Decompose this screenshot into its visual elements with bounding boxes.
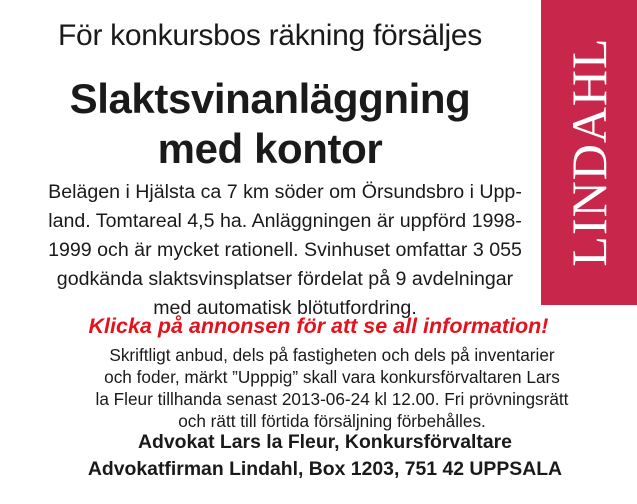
- more-info-link[interactable]: Klicka på annonsen för att se all information!: [88, 314, 549, 338]
- ad-description: [30, 178, 540, 323]
- ad-headline-line-2: med kontor: [157, 125, 383, 172]
- logo-text: LINDAHL: [561, 37, 617, 267]
- description-line: land. Tomtareal 4,5 ha. Anläggningen är uppförd 1998-: [48, 210, 522, 232]
- ad-terms: [52, 344, 612, 432]
- ad-subhead: För konkursbos räkning försäljes: [58, 19, 482, 52]
- description-line: godkända slaktsvinsplatser fördelat på 9 avdelningar: [56, 268, 514, 290]
- description-line: Belägen i Hjälsta ca 7 km söder om Örsundsbro i Upp-: [48, 181, 522, 203]
- terms-line: och foder, märkt ”Upppig” skall vara konkursförvaltaren Lars: [104, 367, 560, 387]
- description-line: 1999 och är mycket rationell. Svinhuset omfattar 3 055: [48, 239, 522, 261]
- contact-name: Advokat Lars la Fleur, Konkursförvaltare: [138, 431, 512, 453]
- terms-line: Skriftligt anbud, dels på fastigheten och dels på inventarier: [109, 345, 555, 365]
- terms-line: la Fleur tillhanda senast 2013-06-24 kl 12.00. Fri prövningsrätt: [95, 389, 569, 409]
- description-line: med automatisk blötutfordring.: [153, 297, 417, 319]
- ad-headline-line-1: Slaktsvinanläggning: [69, 75, 471, 122]
- lindahl-logo: [541, 0, 637, 305]
- terms-line: och rätt till förtida försäljning förbehålles.: [178, 411, 486, 431]
- contact-address: Advokatfirman Lindahl, Box 1203, 751 42 UPPSALA: [87, 458, 563, 480]
